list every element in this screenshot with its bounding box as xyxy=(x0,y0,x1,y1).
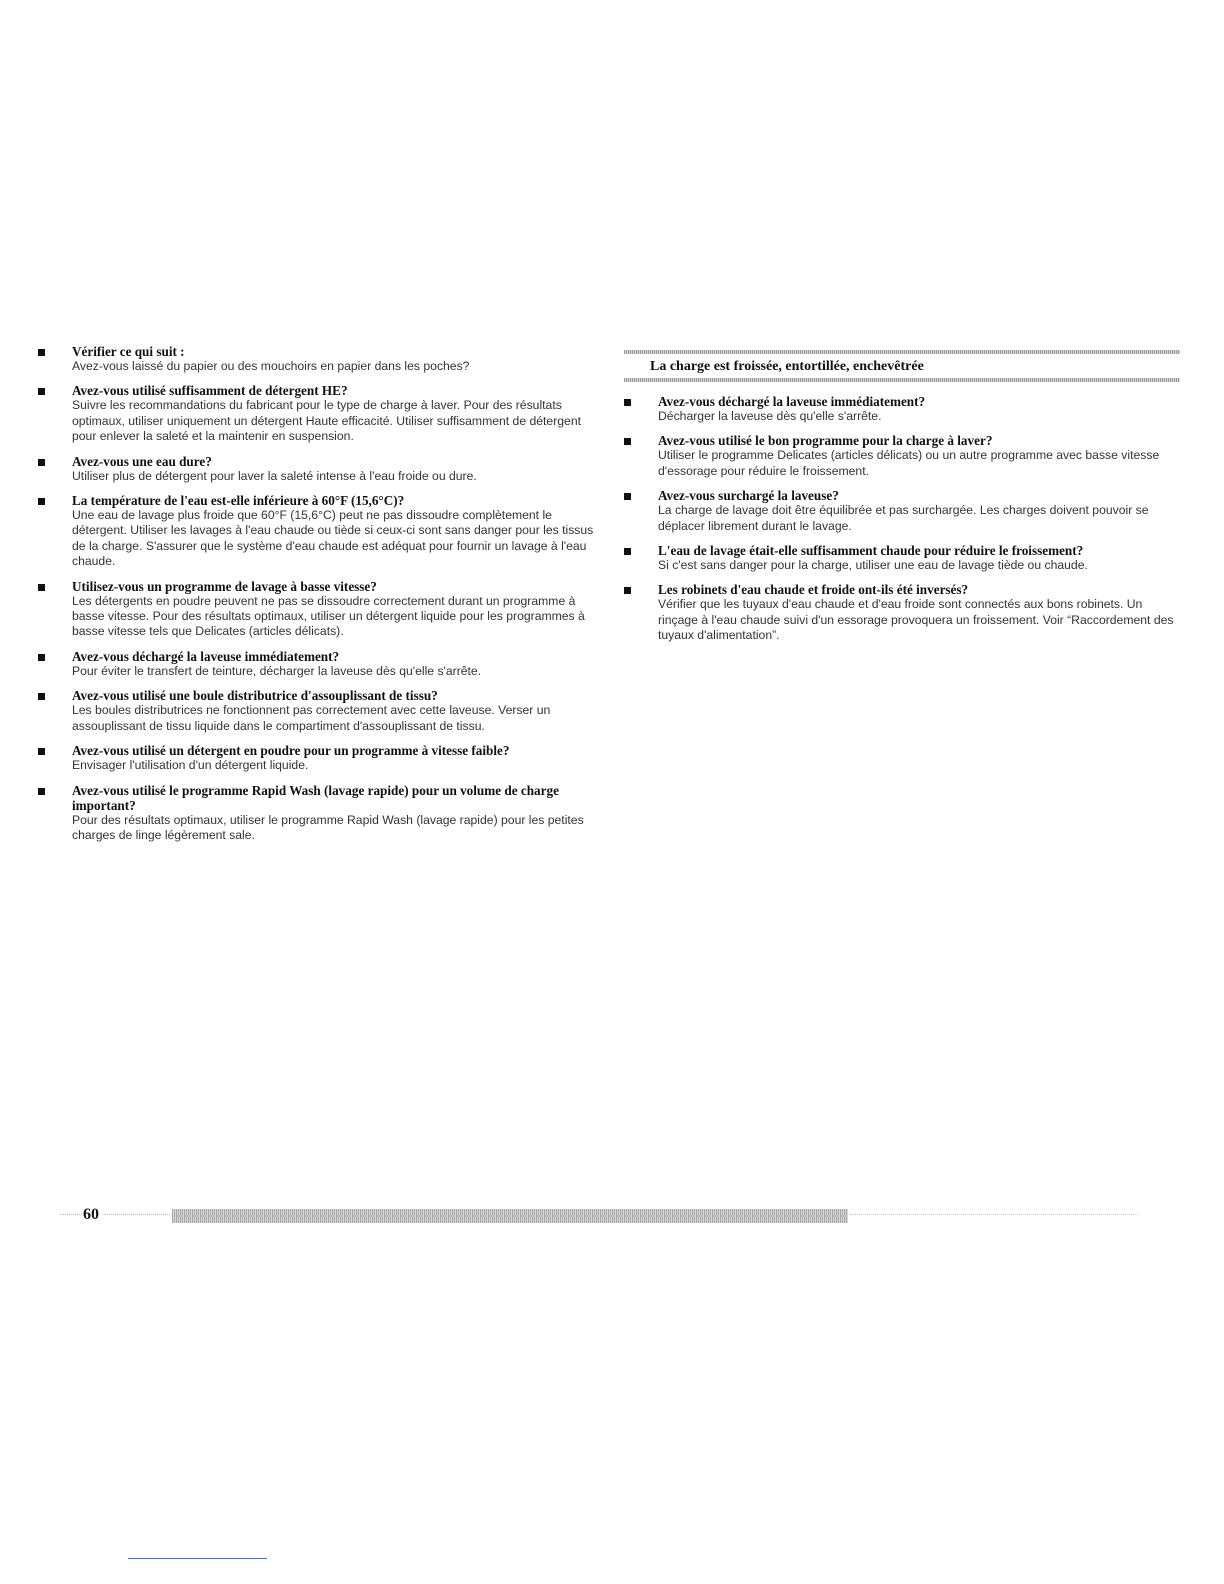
item-answer: Les boules distributrices ne fonctionnent pas correctement avec cette laveuse. Verser un assouplissant de tissu liquide dans le compartiment d'assouplissant de tissu. xyxy=(72,703,551,733)
page-footer xyxy=(60,1206,1140,1224)
item-question: Les robinets d'eau chaude et froide ont-ils été inversés? xyxy=(658,582,969,598)
item-answer: Pour des résultats optimaux, utiliser le programme Rapid Wash (lavage rapide) pour les petites charges de linge légèrement sale. xyxy=(72,812,584,842)
list-item xyxy=(38,454,600,484)
list-item xyxy=(38,579,600,640)
square-bullet-icon xyxy=(38,693,45,700)
square-bullet-icon xyxy=(38,349,45,356)
section-header xyxy=(624,350,1180,380)
square-bullet-icon xyxy=(624,399,631,406)
section-title: La charge est froissée, entortillée, enchevêtrée xyxy=(650,359,924,374)
list-item xyxy=(38,743,600,773)
item-question: Avez-vous utilisé un détergent en poudre pour un programme à vitesse faible? xyxy=(72,743,510,759)
square-bullet-icon xyxy=(38,388,45,395)
list-item xyxy=(624,543,1180,573)
list-item xyxy=(624,433,1180,479)
footer-band xyxy=(172,1209,848,1223)
list-item xyxy=(624,394,1180,424)
item-answer: La charge de lavage doit être équilibrée et pas surchargée. Les charges doivent pouvoir se déplacer librement durant le lavage. xyxy=(658,503,1149,533)
item-answer: Avez-vous laissé du papier ou des mouchoirs en papier dans les poches? xyxy=(72,359,470,373)
item-question: Avez-vous déchargé la laveuse immédiatement? xyxy=(658,394,926,409)
list-item xyxy=(624,582,1180,643)
item-question: Avez-vous utilisé une boule distributrice d'assouplissant de tissu? xyxy=(72,688,438,704)
item-question: Avez-vous une eau dure? xyxy=(72,453,212,469)
list-item xyxy=(38,783,600,844)
square-bullet-icon xyxy=(38,748,45,755)
footer-dotted-rule xyxy=(104,1214,170,1215)
item-question: Avez-vous utilisé le bon programme pour la charge à laver? xyxy=(658,433,993,449)
item-answer: Une eau de lavage plus froide que 60°F (15,6°C) peut ne pas dissoudre complètement le détergent. Utiliser les lavages à l'eau chaude ou tiède si ceux-ci sont sans danger pour les tissus de la charge. S'assurer que le système d'eau chaude est adéquat pour fournir un lavage à l'eau chaude. xyxy=(72,508,594,569)
list-item xyxy=(38,649,600,679)
item-question: Vérifier ce qui suit : xyxy=(72,344,185,359)
right-column xyxy=(624,350,1180,653)
item-answer: Utiliser plus de détergent pour laver la saleté intense à l'eau froide ou dure. xyxy=(72,468,477,483)
square-bullet-icon xyxy=(624,587,631,594)
item-question: Avez-vous surchargé la laveuse? xyxy=(658,488,839,504)
square-bullet-icon xyxy=(38,788,45,795)
header-rule-bottom xyxy=(624,378,1180,382)
item-answer: Utiliser le programme Delicates (articles délicats) ou un autre programme avec basse vitesse d'essorage pour réduire le froissement. xyxy=(658,448,1160,478)
item-question: L'eau de lavage était-elle suffisamment chaude pour réduire le froissement? xyxy=(658,543,1084,559)
list-item xyxy=(38,493,600,570)
square-bullet-icon xyxy=(624,438,631,445)
item-answer: Suivre les recommandations du fabricant pour le type de charge à laver. Pour des résultats optimaux, utiliser uniquement un détergent Haute efficacité. Utiliser suffisamment de détergent pour enlever la saleté et la maintenir en suspension. xyxy=(72,398,581,444)
footer-dotted-rule xyxy=(850,1214,1138,1215)
left-column xyxy=(38,344,600,852)
page-number: 60 xyxy=(83,1206,99,1223)
item-question: Avez-vous utilisé le programme Rapid Wash (lavage rapide) pour un volume de charge important? xyxy=(72,782,559,813)
list-item xyxy=(38,344,600,374)
item-question: Avez-vous utilisé suffisamment de détergent HE? xyxy=(72,383,348,399)
list-item xyxy=(38,688,600,734)
item-answer: Décharger la laveuse dès qu'elle s'arrête. xyxy=(658,409,882,423)
item-question: Avez-vous déchargé la laveuse immédiatement? xyxy=(72,648,340,664)
square-bullet-icon xyxy=(38,654,45,661)
item-answer: Si c'est sans danger pour la charge, utiliser une eau de lavage tiède ou chaude. xyxy=(658,558,1088,573)
list-item xyxy=(38,383,600,444)
header-rule-top xyxy=(624,350,1180,354)
footer-dotted-rule xyxy=(60,1214,82,1215)
item-answer: Pour éviter le transfert de teinture, décharger la laveuse dès qu'elle s'arrête. xyxy=(72,663,482,678)
square-bullet-icon xyxy=(624,493,631,500)
item-question: La température de l'eau est-elle inférieure à 60°F (15,6°C)? xyxy=(72,493,405,509)
item-answer: Les détergents en poudre peuvent ne pas se dissoudre correctement durant un programme à basse vitesse. Pour des résultats optimaux, utiliser un détergent liquide pour les programmes à basse vitesse tels que Delicates (articles délicats). xyxy=(72,593,585,639)
item-answer: Vérifier que les tuyaux d'eau chaude et d'eau froide sont connectés aux bons robinets. Un rinçage à l'eau chaude suivi d'un essorage provoquera un froissement. Voir “Raccordement des tuyaux d'alimentation”. xyxy=(658,597,1174,643)
square-bullet-icon xyxy=(624,548,631,555)
square-bullet-icon xyxy=(38,498,45,505)
item-answer: Envisager l'utilisation d'un détergent liquide. xyxy=(72,758,309,773)
square-bullet-icon xyxy=(38,459,45,466)
item-question: Utilisez-vous un programme de lavage à basse vitesse? xyxy=(72,578,377,594)
list-item xyxy=(624,488,1180,534)
bottom-divider-line xyxy=(128,1558,267,1559)
square-bullet-icon xyxy=(38,584,45,591)
